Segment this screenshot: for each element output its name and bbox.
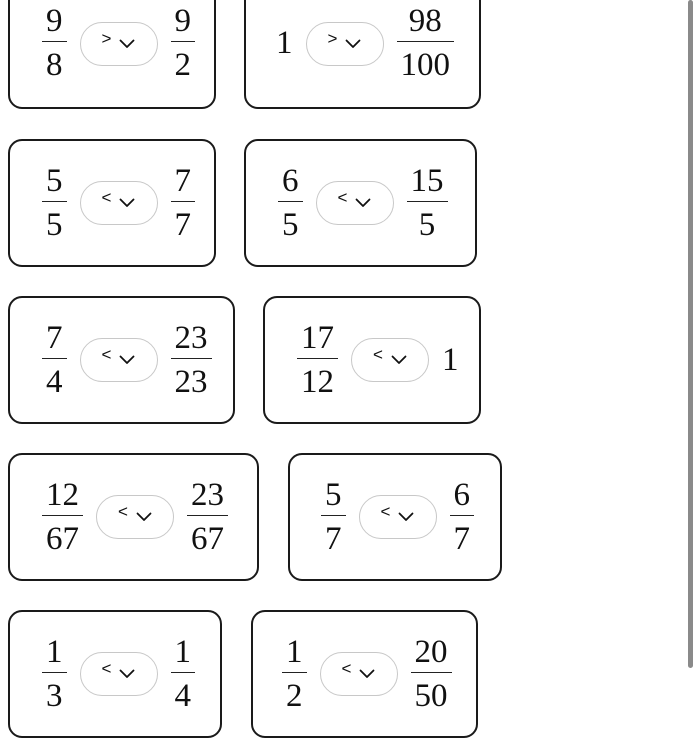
comparison-select[interactable] <box>80 22 158 66</box>
right-fraction <box>171 319 212 400</box>
right-fraction <box>407 162 448 243</box>
right-fraction <box>187 476 228 557</box>
numerator: 7 <box>174 162 191 199</box>
comparison-card <box>244 0 481 109</box>
denominator: 7 <box>453 520 470 557</box>
denominator: 4 <box>174 677 191 714</box>
denominator: 12 <box>301 363 334 400</box>
comparison-symbol: < <box>101 659 112 678</box>
denominator: 7 <box>325 520 342 557</box>
left-fraction <box>297 319 338 400</box>
left-fraction <box>282 633 307 714</box>
comparison-card <box>8 0 216 109</box>
chevron-down-icon <box>119 39 135 49</box>
comparison-card <box>8 296 235 424</box>
right-fraction <box>171 633 196 714</box>
chevron-down-icon <box>119 355 135 365</box>
comparison-symbol: < <box>380 502 391 521</box>
numerator: 15 <box>410 162 444 199</box>
denominator: 67 <box>46 520 79 557</box>
numerator: 1 <box>286 633 303 670</box>
right-fraction <box>171 162 196 243</box>
right-fraction <box>411 633 452 714</box>
chevron-down-icon <box>119 669 135 679</box>
chevron-down-icon <box>359 669 375 679</box>
comparison-select[interactable] <box>306 22 384 66</box>
denominator: 3 <box>46 677 63 714</box>
numerator: 9 <box>174 3 191 39</box>
denominator: 100 <box>400 47 450 83</box>
chevron-down-icon <box>345 39 361 49</box>
numerator: 17 <box>301 319 334 356</box>
denominator: 2 <box>174 47 191 83</box>
comparison-card <box>251 610 478 738</box>
denominator: 5 <box>282 206 299 243</box>
comparison-card <box>8 453 259 581</box>
numerator: 98 <box>408 3 442 39</box>
comparison-select[interactable] <box>351 338 429 382</box>
numerator: 9 <box>46 3 63 39</box>
comparison-select[interactable] <box>316 181 394 225</box>
right-fraction <box>397 5 455 82</box>
numerator: 5 <box>325 476 342 513</box>
comparison-symbol: > <box>101 28 112 48</box>
numerator: 20 <box>414 633 448 670</box>
left-fraction <box>321 476 346 557</box>
right-whole-number: 1 <box>442 341 459 378</box>
chevron-down-icon <box>391 355 407 365</box>
right-fraction <box>171 5 196 82</box>
numerator: 23 <box>174 319 208 356</box>
comparison-symbol: > <box>327 28 338 48</box>
left-fraction <box>42 476 83 557</box>
comparison-symbol: < <box>337 188 348 207</box>
left-fraction <box>278 162 303 243</box>
comparison-select[interactable] <box>320 652 398 696</box>
numerator: 6 <box>453 476 470 513</box>
right-fraction <box>450 476 475 557</box>
comparison-card <box>8 139 216 267</box>
denominator: 2 <box>286 677 303 714</box>
numerator: 7 <box>46 319 63 356</box>
chevron-down-icon <box>398 512 414 522</box>
numerator: 1 <box>46 633 63 670</box>
numerator: 6 <box>282 162 299 199</box>
left-fraction <box>42 633 67 714</box>
comparison-symbol: < <box>373 345 383 364</box>
chevron-down-icon <box>355 198 371 208</box>
left-whole-number: 1 <box>276 25 293 61</box>
denominator: 8 <box>46 47 63 83</box>
chevron-down-icon <box>119 198 135 208</box>
numerator: 12 <box>46 476 79 513</box>
chevron-down-icon <box>136 512 152 522</box>
denominator: 7 <box>174 206 191 243</box>
denominator: 4 <box>46 363 63 400</box>
comparison-symbol: < <box>118 502 128 521</box>
comparison-symbol: < <box>341 659 352 678</box>
comparison-symbol: < <box>101 345 112 364</box>
denominator: 5 <box>418 206 436 243</box>
comparison-card <box>8 610 222 738</box>
comparison-card <box>288 453 502 581</box>
comparison-select[interactable] <box>96 495 174 539</box>
comparison-card <box>263 296 481 424</box>
left-fraction <box>42 162 67 243</box>
denominator: 50 <box>414 677 448 714</box>
comparison-card <box>244 139 477 267</box>
comparison-symbol: < <box>101 188 112 207</box>
comparison-select[interactable] <box>80 652 158 696</box>
denominator: 67 <box>191 520 224 557</box>
left-fraction <box>42 5 67 82</box>
comparison-select[interactable] <box>359 495 437 539</box>
numerator: 1 <box>174 633 191 670</box>
left-fraction <box>42 319 67 400</box>
comparison-select[interactable] <box>80 338 158 382</box>
numerator: 23 <box>191 476 224 513</box>
page-scrollbar[interactable] <box>688 0 693 668</box>
denominator: 5 <box>46 206 63 243</box>
comparison-select[interactable] <box>80 181 158 225</box>
denominator: 23 <box>174 363 208 400</box>
numerator: 5 <box>46 162 63 199</box>
